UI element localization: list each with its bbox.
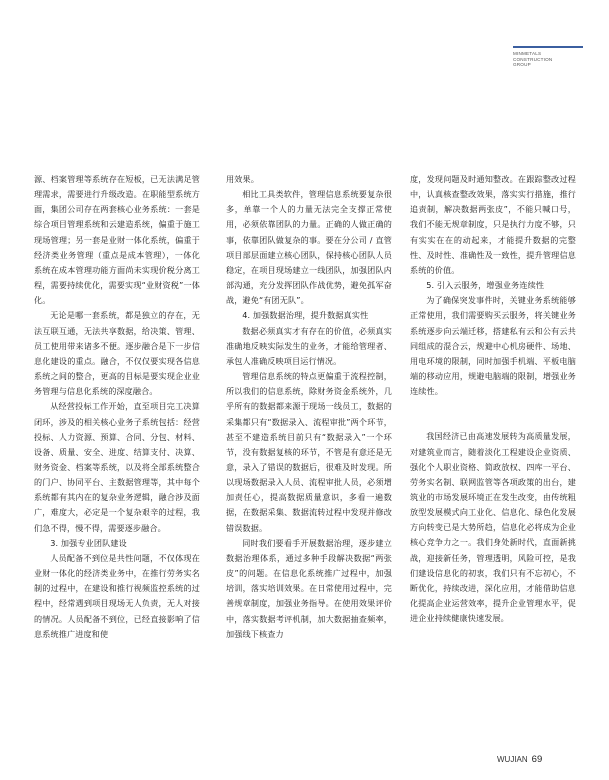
logo-line-1: MINMETALS: [513, 51, 542, 56]
footer-brand: WUJIAN: [497, 755, 528, 764]
paragraph: 度，发现问题及时通知整改。在跟踪整改过程中，认真核查整改效果，落实实行措施，推行追责制，解决数据两张皮”，不能只喊口号，我们不能无规章制度，只是执行力度不够，只有实实在在的动起来，才能提升数据的完整性、及时性、准确性及一致性，提升管理信息系统的价值。: [410, 174, 576, 275]
company-logo: [513, 46, 583, 68]
text-column-3: [410, 172, 576, 626]
section-heading: 5. 引入云服务，增强业务连续性: [426, 280, 545, 291]
paragraph: 用效果。: [226, 174, 259, 184]
logo-line-2: CONSTRUCTION: [513, 56, 553, 62]
paragraph: 管理信息系统的特点更偏重于流程控制，所以我们的信息系统，除财务资金系统外，几乎所有的数据都来源于现场一线员工，数据的采集都只有“数据录入、流程审批”两个环节，甚至不建造系统目前只有“数据录入”一个环节，没有数据复核的环节，不管是有意还是无意，录入了错误的数据后，很难及时发现。所以现场数据录入人员、流程审批人员，必须增加责任心，提高数据质量意识，多看一遍数据，在数据采集、数据流转过程中发现并修改错误数据。: [226, 371, 392, 533]
paragraph: 为了确保突发事件时，关键业务系统能够正常使用，我们需要购买云服务，将关键业务系统逐步向云端迁移，搭建私有云和公有云共同组成的混合云，规避中心机房硬件、场地、用电环境的限制，同时加强手机端、平板电脑端的移动应用，规避电脑端的限制，增强业务连续性。: [410, 295, 576, 397]
conclusion-paragraph: 我国经济已由高速发展转为高质量发展，对建筑业而言，随着淡化工程建设企业资质、强化个人职业资格、简政放权、四库一平台、劳务实名制、联网监管等各项政策的出台，建筑业的市场发展环境正在发生改变，由传统粗放型发展模式向工业化、信息化、绿色化发展方向转变已是大势所趋，信息化必将成为企业核心竞争力之一。我们身处新时代，直面新挑战，迎接新任务，管理透明，风险可控，是我们建设信息化的初衷，我们只有不忘初心，不断优化，持续改进，深化应用，才能借助信息化提高企业运营效率，提升企业管理水平，促进企业持续健康快速发展。: [410, 431, 576, 624]
paragraph: 源、档案管理等系统存在短板，已无法满足管理需求，需要进行升级改造。在职能型系统方面，集团公司存在两套核心业务系统：一套是综合项目管理系统和云建造系统，偏重于施工现场管理；另一套是业财一体化系统，偏重于经济类业务管理（重点是成本管理），一体化系统在成本管理功能方面尚未实现价税分离工程，需要持续优化，需要实现“业财资税”一体化。: [34, 174, 200, 306]
section-heading: 3. 加强专业团队建设: [50, 537, 127, 548]
paragraph: 人员配备不到位是共性问题，不仅体现在业财一体化的经济类业务中，在推行劳务实名制的过程中，在建设和推行视频监控系统的过程中，经常遇到项目现场无人负责，无人对接的情况。人员配备不到位，已经直接影响了信息系统推广进度和使: [34, 552, 200, 639]
page-number: 69: [531, 754, 543, 765]
text-column-2: [226, 172, 392, 642]
paragraph: 数据必须真实才有存在的价值，必须真实准确地反映实际发生的业务，才能给管理者、承包人准确反映项目运行情况。: [226, 325, 392, 366]
paragraph: 无论是哪一套系统，都是独立的存在，无法互联互通，无法共享数据，给决策、管理、员工使用带来诸多不便。逐步融合是下一步信息化建设的重点。融合，不仅仅要实现各信息系统之间的整合，更高的目标是要实现企业业务管理与信息化系统的深度融合。: [34, 310, 200, 397]
section-gap: [410, 414, 576, 429]
text-column-1: [34, 172, 200, 642]
paragraph: 相比工具类软件，管理信息系统要复杂很多，单靠一个人的力量无法完全支撑正常使用，必须依靠团队的力量。正确的人做正确的事，依靠团队做复杂的事。要在分公司 / 直管项目部层面建立核心团队，保持核心团队人员稳定，在项目现场建立一线团队，加强团队内部沟通，充分发挥团队作战优势，避免孤军奋战，避免“有团无队”。: [226, 189, 392, 306]
paragraph: 同时我们要看手开展数据治理，逐步建立数据治理体系，通过多种手段解决数据“两张皮”的问题。在信息化系统推广过程中，加强培训，落实培训效果。在日常使用过程中，完善规章制度，加强业务指导。在使用效果评价中，落实数据考评机制，加大数据抽查频率，加强线下核查力: [226, 537, 392, 639]
page-footer: [497, 754, 542, 765]
section-gap: [410, 399, 576, 414]
section-heading: 4. 加强数据治理，提升数据真实性: [242, 310, 369, 321]
logo-rule: [513, 46, 583, 48]
logo-line-3: GROUP: [513, 62, 531, 68]
paragraph: 从经营投标工作开始，直至项目完工决算闭环，涉及的相关核心业务子系统包括：经营投标、人力资源、预算、合同、分包、材料、设备、质量、安全、进度、结算支付、决算、财务资金、档案等系统，以及将全部系统整合的门户、协同平台、主数据管理等，其中每个系统都有其内在的复杂业务逻辑，融合涉及面广，难度大，必定是一个复杂艰辛的过程，我们急不得，慢不得，需要逐步融合。: [34, 401, 200, 533]
